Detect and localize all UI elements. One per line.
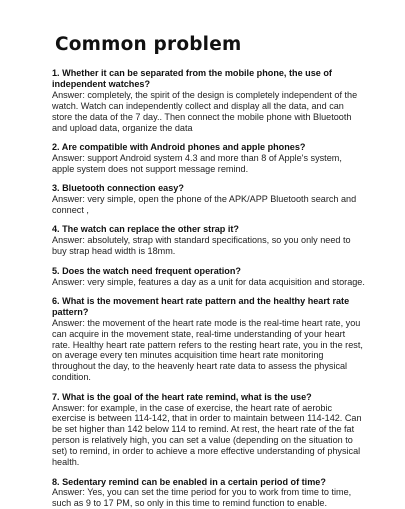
faq-question: 2. Are compatible with Android phones and apple phones?: [52, 142, 365, 153]
faq-answer: Answer: the movement of the heart rate mode is the real-time heart rate, you can acquire in the movement state, real-time understanding of your heart rate. Healthy heart rate pattern refers to the resting heart rate, you in the rest, on average every ten minutes acquisition time heart rate monitoring throughout the day, to the heavenly heart rate data to assess the physical condition.: [52, 318, 365, 383]
faq-question: 5. Does the watch need frequent operation?: [52, 266, 365, 277]
faq-item: [52, 392, 365, 468]
faq-question: 1. Whether it can be separated from the mobile phone, the use of independent watches?: [52, 68, 365, 90]
faq-item: [52, 477, 365, 509]
faq-question: 4. The watch can replace the other strap it?: [52, 224, 365, 235]
faq-item: [52, 183, 365, 216]
faq-item: [52, 142, 365, 175]
faq-item: [52, 296, 365, 383]
faq-answer: Answer: absolutely, strap with standard specifications, so you only need to buy strap head width is 18mm.: [52, 235, 365, 257]
faq-question: 7. What is the goal of the heart rate remind, what is the use?: [52, 392, 365, 403]
faq-answer: Answer: very simple, features a day as a unit for data acquisition and storage.: [52, 277, 365, 288]
faq-question: 6. What is the movement heart rate pattern and the healthy heart rate pattern?: [52, 296, 365, 318]
faq-question: 3. Bluetooth connection easy?: [52, 183, 365, 194]
faq-answer: Answer: Yes, you can set the time period for you to work from time to time, such as 9 to 17 PM, so only in this time to remind function to enable.: [52, 487, 365, 509]
faq-item: [52, 68, 365, 133]
faq-list: [52, 68, 365, 509]
faq-item: [52, 266, 365, 288]
faq-item: [52, 224, 365, 257]
faq-answer: Answer: for example, in the case of exercise, the heart rate of aerobic exercise is between 114-142, that in order to maintain between 114-142. Can be set higher than 142 below 114 to remind. At rest, the heart rate of the fat person is relatively high, you can set a value (depending on the situation to set) to remind, in order to achieve a more effective understanding of physical health.: [52, 403, 365, 468]
faq-answer: Answer: very simple, open the phone of the APK/APP Bluetooth search and connect ,: [52, 194, 365, 216]
faq-answer: Answer: completely, the spirit of the design is completely independent of the watch. Watch can independently collect and display all the data, and can store the data of the 7 day.. Then connect the mobile phone with Bluetooth and upload data, organize the data: [52, 90, 365, 134]
faq-answer: Answer: support Android system 4.3 and more than 8 of Apple's system, apple system does not support message remind.: [52, 153, 365, 175]
page-title: Common problem: [55, 34, 365, 56]
faq-question: 8. Sedentary remind can be enabled in a certain period of time?: [52, 477, 365, 488]
